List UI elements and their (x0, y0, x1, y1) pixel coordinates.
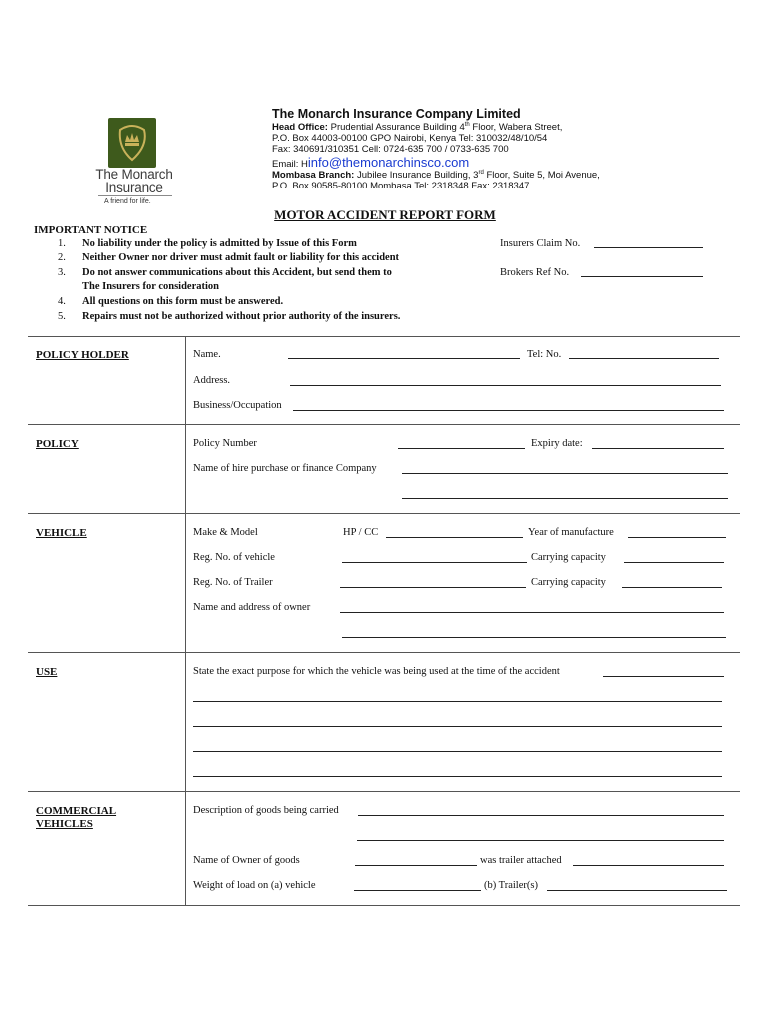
notice-item: Repairs must not be authorized without prior authority of the insurers. (82, 311, 401, 322)
trailer-attached-label: was trailer attached (480, 855, 562, 866)
owner-label: Name and address of owner (193, 602, 311, 613)
carrying-capacity-label: Carrying capacity (531, 552, 606, 563)
notice-item: No liability under the policy is admitted by Issue of this Form (82, 238, 357, 249)
form-title: MOTOR ACCIDENT REPORT FORM (274, 207, 496, 222)
hp-cc-label: HP / CC (343, 527, 379, 538)
notice-item: Do not answer communications about this Accident, but send them to (82, 267, 392, 278)
purpose-field-5[interactable] (193, 776, 722, 777)
address-label: Address. (193, 375, 231, 386)
insurers-claim-field[interactable] (594, 247, 703, 248)
purpose-field-2[interactable] (193, 701, 722, 702)
trailers-label: (b) Trailer(s) (484, 880, 538, 891)
mombasa-cut-text: P.O. Box 90585-80100 Mombasa Tel: 2318348 Fax: 2318347 (272, 181, 530, 188)
table-rule (28, 424, 740, 425)
goods-field-2[interactable] (357, 840, 724, 841)
reg-vehicle-field[interactable] (342, 562, 527, 563)
goods-label: Description of goods being carried (193, 805, 339, 816)
purpose-field-4[interactable] (193, 751, 722, 752)
email-label: Email: H (272, 159, 308, 170)
expiry-label: Expiry date: (531, 438, 583, 449)
head-office-label: Head Office: (272, 122, 328, 133)
reg-trailer-field[interactable] (340, 587, 526, 588)
tel-label: Tel: No. (527, 349, 562, 360)
section-policy: POLICY (36, 438, 79, 450)
po-box-line: P.O. Box 44003-00100 GPO Nairobi, Kenya Tel: 310032/48/10/54 (272, 133, 548, 144)
mombasa-text-b: Floor, Suite 5, Moi Avenue, (486, 170, 600, 181)
owner-goods-field[interactable] (355, 865, 477, 866)
reg-vehicle-label: Reg. No. of vehicle (193, 552, 275, 563)
table-rule (28, 652, 740, 653)
head-office-text-b: Floor, Wabera Street, (472, 122, 563, 133)
notice-heading: IMPORTANT NOTICE (34, 224, 148, 236)
table-rule (28, 791, 740, 792)
owner-field[interactable] (340, 612, 724, 613)
policy-number-label: Policy Number (193, 438, 257, 449)
weight-label: Weight of load on (a) vehicle (193, 880, 316, 891)
name-field[interactable] (288, 358, 520, 359)
head-office-sup: th (464, 121, 470, 128)
notice-num: 3. (58, 267, 66, 278)
company-logo (84, 118, 184, 208)
table-rule (28, 513, 740, 514)
hp-cc-field[interactable] (386, 537, 523, 538)
owner-field-2[interactable] (342, 637, 726, 638)
mombasa-text-a: Jubilee Insurance Building, 3 (357, 170, 479, 181)
logo-brand-line2: Insurance (105, 180, 163, 195)
business-label: Business/Occupation (193, 400, 282, 411)
hire-purchase-field-2[interactable] (402, 498, 728, 499)
make-model-label: Make & Model (193, 527, 258, 538)
tel-field[interactable] (569, 358, 719, 359)
table-column-divider (185, 336, 186, 906)
section-commercial-line1: COMMERCIAL (36, 805, 117, 817)
head-office-text-a: Prudential Assurance Building 4 (330, 122, 465, 133)
trailer-capacity-label: Carrying capacity (531, 577, 606, 588)
logo-brand-line1: The Monarch (95, 167, 173, 182)
hire-purchase-label: Name of hire purchase or finance Company (193, 463, 377, 474)
logo-divider (98, 195, 172, 196)
purpose-field[interactable] (603, 676, 724, 677)
expiry-field[interactable] (592, 448, 724, 449)
fax-line: Fax: 340691/310351 Cell: 0724-635 700 / 0733-635 700 (272, 144, 509, 155)
trailer-capacity-field[interactable] (622, 587, 722, 588)
email-link[interactable]: info@themonarchinsco.com (307, 155, 470, 170)
notice-num: 5. (58, 311, 66, 322)
notice-item: All questions on this form must be answered. (82, 296, 284, 307)
carrying-capacity-field[interactable] (624, 562, 724, 563)
insurers-claim-label: Insurers Claim No. (500, 238, 581, 249)
notice-num: 4. (58, 296, 66, 307)
reg-trailer-label: Reg. No. of Trailer (193, 577, 273, 588)
section-use: USE (36, 666, 58, 678)
notice-item: The Insurers for consideration (82, 281, 219, 292)
crown-emblem-icon (108, 118, 156, 168)
year-field[interactable] (628, 537, 726, 538)
logo-tagline: A friend for life. (104, 198, 151, 205)
brokers-ref-label: Brokers Ref No. (500, 267, 570, 278)
goods-field[interactable] (358, 815, 724, 816)
notice-num: 1. (58, 238, 66, 249)
table-rule (28, 905, 740, 906)
section-policy-holder: POLICY HOLDER (36, 349, 129, 361)
mombasa-cut-line (270, 180, 670, 188)
name-label: Name. (193, 349, 221, 360)
owner-goods-label: Name of Owner of goods (193, 855, 300, 866)
business-field[interactable] (293, 410, 724, 411)
table-rule (28, 336, 740, 337)
purpose-field-3[interactable] (193, 726, 722, 727)
year-label: Year of manufacture (528, 527, 614, 538)
trailer-attached-field[interactable] (573, 865, 724, 866)
section-commercial-line2: VEHICLES (36, 818, 93, 830)
email-line (272, 155, 469, 170)
address-field[interactable] (290, 385, 721, 386)
purpose-label: State the exact purpose for which the vehicle was being used at the time of the accident (193, 666, 560, 677)
mombasa-label: Mombasa Branch: (272, 170, 355, 181)
head-office-line (272, 122, 562, 133)
policy-number-field[interactable] (398, 448, 525, 449)
weight-vehicle-field[interactable] (354, 890, 481, 891)
mombasa-sup: rd (478, 169, 484, 176)
brokers-ref-field[interactable] (581, 276, 703, 277)
weight-trailer-field[interactable] (547, 890, 727, 891)
notice-item: Neither Owner nor driver must admit fault or liability for this accident (82, 252, 400, 263)
notice-num: 2. (58, 252, 66, 263)
company-name: The Monarch Insurance Company Limited (272, 107, 521, 121)
hire-purchase-field[interactable] (402, 473, 728, 474)
section-vehicle: VEHICLE (36, 527, 87, 539)
